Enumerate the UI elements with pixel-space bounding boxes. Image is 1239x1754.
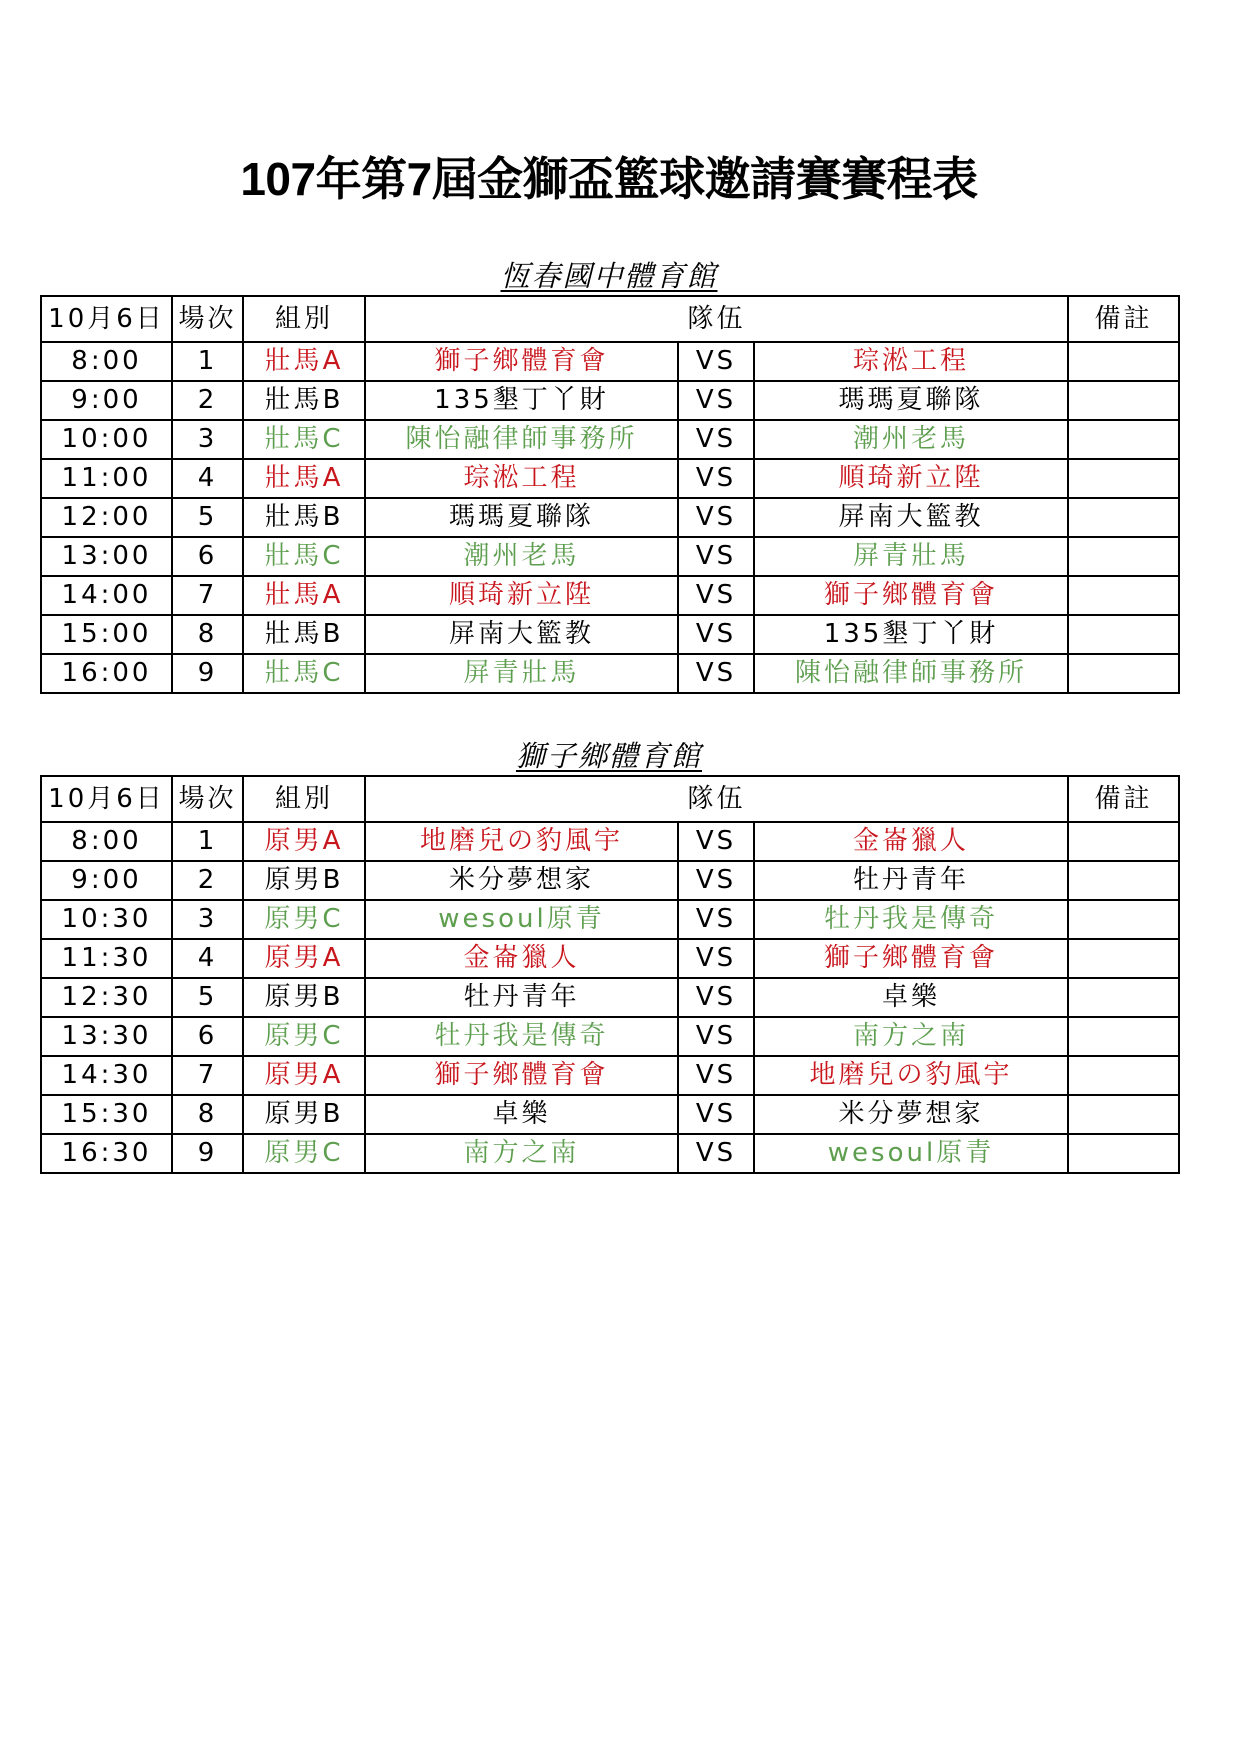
match-group: 壯馬C xyxy=(243,537,365,576)
versus-label: VS xyxy=(678,900,754,939)
match-group: 原男C xyxy=(243,1017,365,1056)
team-home: 順琦新立陞 xyxy=(365,576,678,615)
versus-label: VS xyxy=(678,1095,754,1134)
header-row xyxy=(41,296,1179,342)
team-away: 屏青壯馬 xyxy=(754,537,1068,576)
table-row xyxy=(41,459,1179,498)
notes-cell xyxy=(1068,939,1179,978)
match-number: 2 xyxy=(172,381,243,420)
table-row xyxy=(41,1017,1179,1056)
match-number: 5 xyxy=(172,498,243,537)
match-group: 原男B xyxy=(243,978,365,1017)
notes-cell xyxy=(1068,1017,1179,1056)
table-row xyxy=(41,498,1179,537)
match-group: 壯馬B xyxy=(243,381,365,420)
versus-label: VS xyxy=(678,1056,754,1095)
header-match-no: 場次 xyxy=(172,776,243,822)
match-group: 壯馬B xyxy=(243,615,365,654)
team-home: 135墾丁丫財 xyxy=(365,381,678,420)
table-row xyxy=(41,900,1179,939)
match-time: 8:00 xyxy=(41,342,172,381)
table-row xyxy=(41,861,1179,900)
match-number: 3 xyxy=(172,420,243,459)
team-home: 琮淞工程 xyxy=(365,459,678,498)
team-away: 潮州老馬 xyxy=(754,420,1068,459)
notes-cell xyxy=(1068,498,1179,537)
match-number: 4 xyxy=(172,939,243,978)
match-number: 2 xyxy=(172,861,243,900)
notes-cell xyxy=(1068,537,1179,576)
notes-cell xyxy=(1068,861,1179,900)
match-number: 1 xyxy=(172,342,243,381)
team-away: 獅子鄉體育會 xyxy=(754,939,1068,978)
match-number: 6 xyxy=(172,1017,243,1056)
team-home: 牡丹我是傳奇 xyxy=(365,1017,678,1056)
table-row xyxy=(41,615,1179,654)
team-away: 135墾丁丫財 xyxy=(754,615,1068,654)
table-row xyxy=(41,1056,1179,1095)
match-time: 8:00 xyxy=(41,822,172,861)
match-group: 原男A xyxy=(243,822,365,861)
versus-label: VS xyxy=(678,822,754,861)
team-away: 地磨兒の豹風宇 xyxy=(754,1056,1068,1095)
team-home: 屏南大籃教 xyxy=(365,615,678,654)
table-row xyxy=(41,1095,1179,1134)
versus-label: VS xyxy=(678,1017,754,1056)
match-group: 壯馬C xyxy=(243,654,365,693)
versus-label: VS xyxy=(678,1134,754,1173)
header-teams: 隊伍 xyxy=(365,296,1068,342)
match-time: 9:00 xyxy=(41,381,172,420)
page-title: 107年第7屆金獅盃籃球邀請賽賽程表 xyxy=(240,153,978,205)
header-group: 組別 xyxy=(243,296,365,342)
notes-cell xyxy=(1068,1056,1179,1095)
versus-label: VS xyxy=(678,537,754,576)
match-time: 14:30 xyxy=(41,1056,172,1095)
team-home: 牡丹青年 xyxy=(365,978,678,1017)
team-home: 米分夢想家 xyxy=(365,861,678,900)
notes-cell xyxy=(1068,420,1179,459)
notes-cell xyxy=(1068,654,1179,693)
versus-label: VS xyxy=(678,498,754,537)
match-time: 16:00 xyxy=(41,654,172,693)
match-time: 14:00 xyxy=(41,576,172,615)
table-row xyxy=(41,420,1179,459)
versus-label: VS xyxy=(678,939,754,978)
team-away: wesoul原青 xyxy=(754,1134,1068,1173)
team-home: 屏青壯馬 xyxy=(365,654,678,693)
match-time: 15:30 xyxy=(41,1095,172,1134)
match-group: 原男A xyxy=(243,1056,365,1095)
match-time: 10:30 xyxy=(41,900,172,939)
notes-cell xyxy=(1068,900,1179,939)
match-group: 壯馬C xyxy=(243,420,365,459)
header-notes: 備註 xyxy=(1068,296,1179,342)
team-away: 屏南大籃教 xyxy=(754,498,1068,537)
header-notes: 備註 xyxy=(1068,776,1179,822)
venue-name: 獅子鄉體育館 xyxy=(515,739,702,773)
venue-name: 恆春國中體育館 xyxy=(500,259,718,293)
match-time: 12:30 xyxy=(41,978,172,1017)
match-number: 6 xyxy=(172,537,243,576)
notes-cell xyxy=(1068,1095,1179,1134)
table-row xyxy=(41,381,1179,420)
match-number: 7 xyxy=(172,1056,243,1095)
match-number: 5 xyxy=(172,978,243,1017)
team-away: 卓樂 xyxy=(754,978,1068,1017)
match-number: 3 xyxy=(172,900,243,939)
match-number: 8 xyxy=(172,1095,243,1134)
team-home: 獅子鄉體育會 xyxy=(365,342,678,381)
team-away: 瑪瑪夏聯隊 xyxy=(754,381,1068,420)
versus-label: VS xyxy=(678,654,754,693)
table-row xyxy=(41,576,1179,615)
team-home: 卓樂 xyxy=(365,1095,678,1134)
header-teams: 隊伍 xyxy=(365,776,1068,822)
match-time: 12:00 xyxy=(41,498,172,537)
match-time: 11:30 xyxy=(41,939,172,978)
header-date: 10月6日 xyxy=(41,776,172,822)
match-time: 16:30 xyxy=(41,1134,172,1173)
match-number: 4 xyxy=(172,459,243,498)
team-away: 琮淞工程 xyxy=(754,342,1068,381)
versus-label: VS xyxy=(678,459,754,498)
versus-label: VS xyxy=(678,576,754,615)
team-away: 陳怡融律師事務所 xyxy=(754,654,1068,693)
table-row xyxy=(41,978,1179,1017)
match-time: 9:00 xyxy=(41,861,172,900)
venue-title xyxy=(40,257,1178,295)
notes-cell xyxy=(1068,1134,1179,1173)
schedule-table xyxy=(40,775,1180,1174)
team-away: 南方之南 xyxy=(754,1017,1068,1056)
match-number: 1 xyxy=(172,822,243,861)
match-number: 7 xyxy=(172,576,243,615)
versus-label: VS xyxy=(678,615,754,654)
table-row xyxy=(41,822,1179,861)
match-time: 15:00 xyxy=(41,615,172,654)
team-away: 順琦新立陞 xyxy=(754,459,1068,498)
table-row xyxy=(41,1134,1179,1173)
schedule-table xyxy=(40,295,1180,694)
header-match-no: 場次 xyxy=(172,296,243,342)
notes-cell xyxy=(1068,978,1179,1017)
table-row xyxy=(41,537,1179,576)
match-group: 壯馬B xyxy=(243,498,365,537)
match-time: 11:00 xyxy=(41,459,172,498)
match-group: 原男B xyxy=(243,1095,365,1134)
team-home: 陳怡融律師事務所 xyxy=(365,420,678,459)
versus-label: VS xyxy=(678,861,754,900)
match-group: 原男A xyxy=(243,939,365,978)
match-group: 壯馬A xyxy=(243,459,365,498)
team-away: 獅子鄉體育會 xyxy=(754,576,1068,615)
table-row xyxy=(41,342,1179,381)
team-home: wesoul原青 xyxy=(365,900,678,939)
match-time: 10:00 xyxy=(41,420,172,459)
match-group: 原男C xyxy=(243,900,365,939)
team-home: 瑪瑪夏聯隊 xyxy=(365,498,678,537)
header-group: 組別 xyxy=(243,776,365,822)
venue-title xyxy=(40,737,1178,775)
team-away: 米分夢想家 xyxy=(754,1095,1068,1134)
versus-label: VS xyxy=(678,420,754,459)
versus-label: VS xyxy=(678,381,754,420)
match-number: 9 xyxy=(172,1134,243,1173)
match-group: 原男B xyxy=(243,861,365,900)
table-row xyxy=(41,939,1179,978)
notes-cell xyxy=(1068,615,1179,654)
team-home: 金崙獵人 xyxy=(365,939,678,978)
team-away: 牡丹我是傳奇 xyxy=(754,900,1068,939)
table-row xyxy=(41,654,1179,693)
match-group: 壯馬A xyxy=(243,576,365,615)
team-home: 南方之南 xyxy=(365,1134,678,1173)
notes-cell xyxy=(1068,459,1179,498)
team-home: 地磨兒の豹風宇 xyxy=(365,822,678,861)
header-row xyxy=(41,776,1179,822)
team-away: 金崙獵人 xyxy=(754,822,1068,861)
versus-label: VS xyxy=(678,978,754,1017)
versus-label: VS xyxy=(678,342,754,381)
match-group: 原男C xyxy=(243,1134,365,1173)
match-time: 13:30 xyxy=(41,1017,172,1056)
notes-cell xyxy=(1068,381,1179,420)
team-home: 潮州老馬 xyxy=(365,537,678,576)
match-time: 13:00 xyxy=(41,537,172,576)
match-group: 壯馬A xyxy=(243,342,365,381)
team-away: 牡丹青年 xyxy=(754,861,1068,900)
notes-cell xyxy=(1068,576,1179,615)
notes-cell xyxy=(1068,822,1179,861)
match-number: 9 xyxy=(172,654,243,693)
match-number: 8 xyxy=(172,615,243,654)
header-date: 10月6日 xyxy=(41,296,172,342)
team-home: 獅子鄉體育會 xyxy=(365,1056,678,1095)
notes-cell xyxy=(1068,342,1179,381)
